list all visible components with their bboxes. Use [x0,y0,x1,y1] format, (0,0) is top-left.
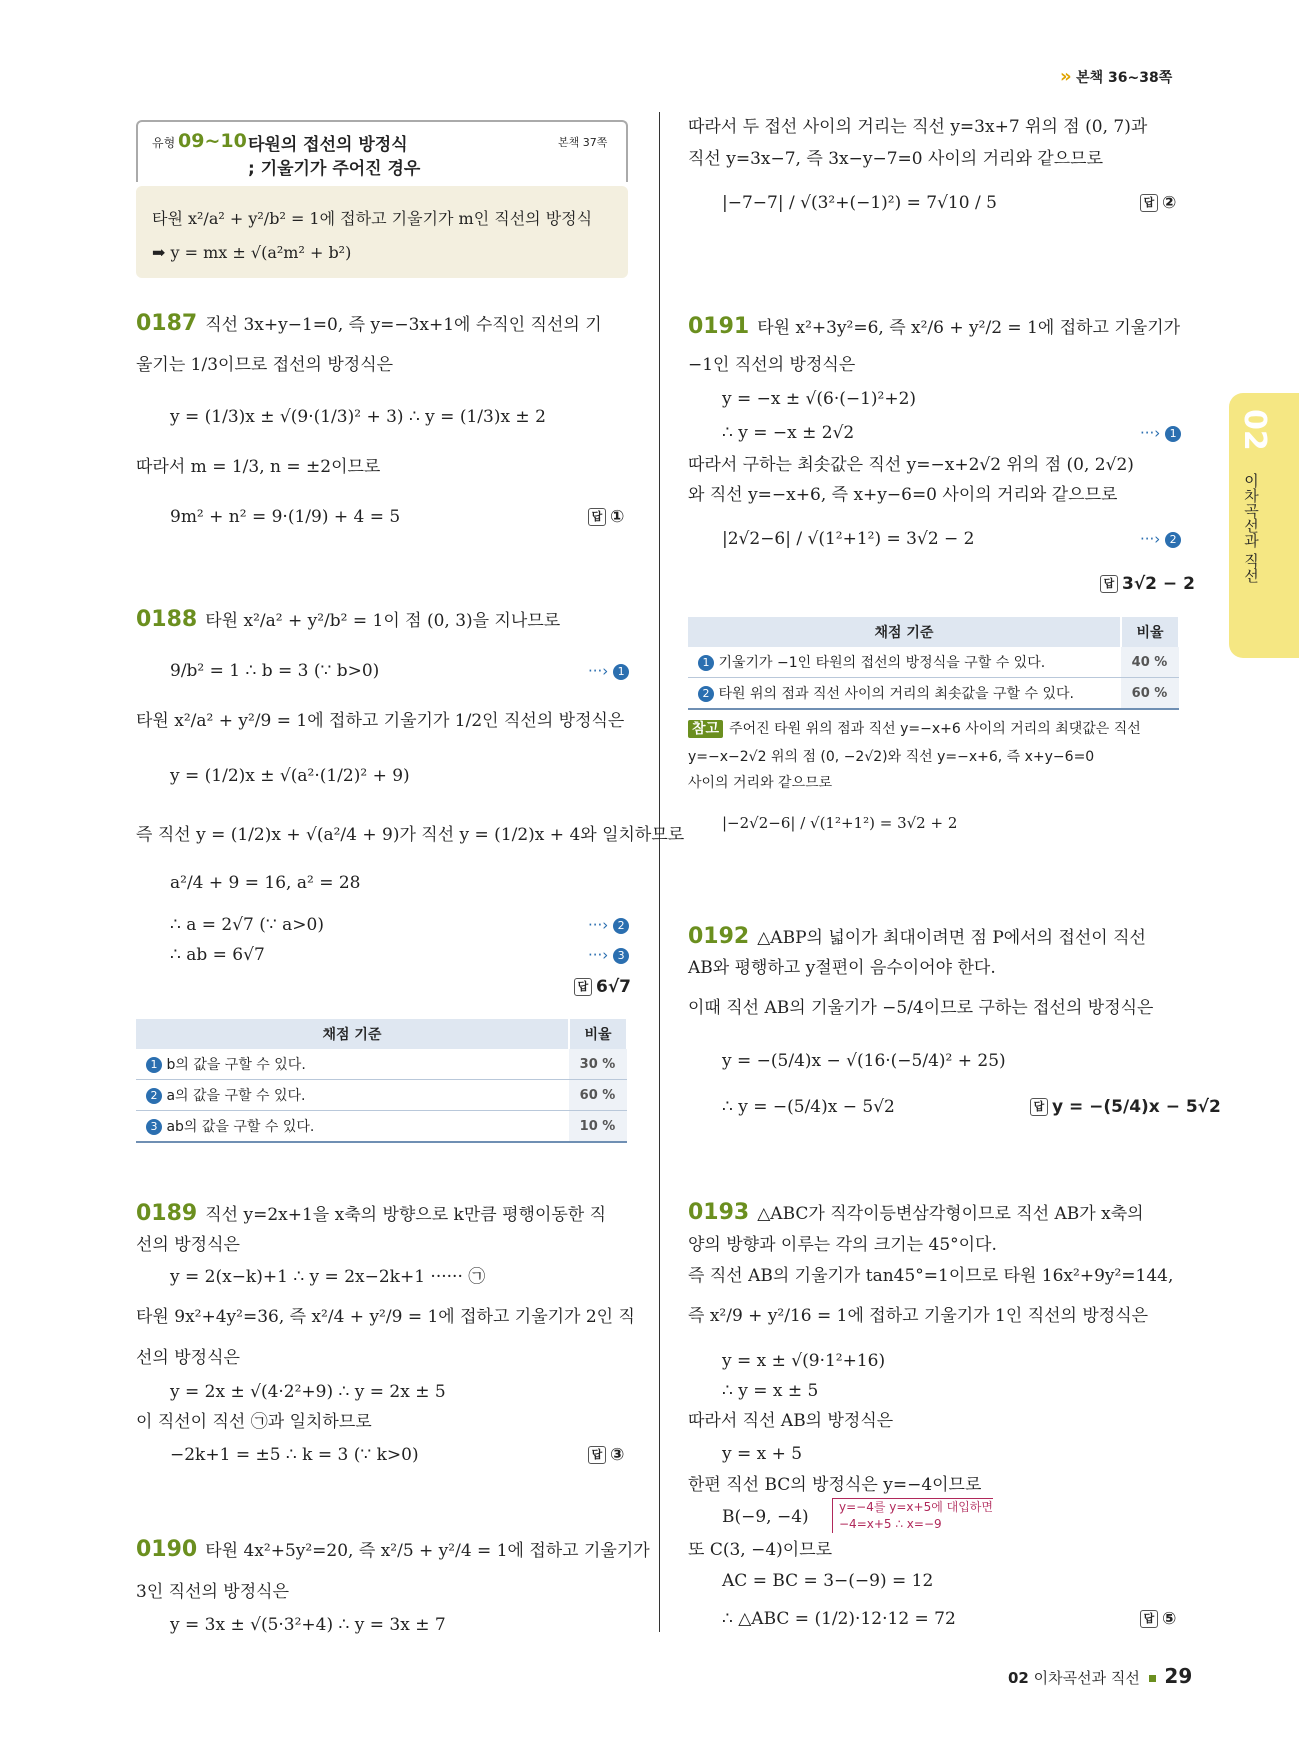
problem-0188-line1: 0188 타원 x²/a² + y²/b² = 1이 점 (0, 3)을 지나므로 [136,607,561,632]
topic-label: 유형 [152,136,176,150]
grading-ratio-header: 비율 [1121,617,1179,647]
problem-0187-line1: 0187 직선 3x+y−1=0, 즉 y=−3x+1에 수직인 직선의 기 [136,311,602,336]
grading-header: 채점 기준 [136,1019,569,1049]
problem-0190-cont-line1: 따라서 두 접선 사이의 거리는 직선 y=3x+7 위의 점 (0, 7)과 [688,117,1148,137]
problem-0191-line7: |2√2−6| / √(1²+1²) = 3√2 − 2 [722,529,975,549]
problem-0192-line4: y = −(5/4)x − √(16·(−5/4)² + 25) [722,1051,1006,1071]
problem-0192-line5: ∴ y = −(5/4)x − 5√2 [722,1097,895,1117]
problem-0187-line2: 울기는 1/3이므로 접선의 방정식은 [136,355,394,375]
grading-table-0188 [136,1019,628,1143]
problem-0193-line13: ∴ △ABC = (1/2)·12·12 = 72 [722,1609,956,1629]
problem-0193-line1: 0193 △ABC가 직각이등변삼각형이므로 직선 AB가 x축의 [688,1200,1144,1225]
answer-0187: 답 ① [588,506,624,528]
problem-0193-line11: 또 C(3, −4)이므로 [688,1540,833,1560]
topic-formula [136,186,628,278]
answer-0191: 답 3√2 − 2 [1100,573,1195,595]
problem-0189-line7: 이 직선이 직선 ㉠과 일치하므로 [136,1412,372,1432]
problem-0193-line6: ∴ y = x ± 5 [722,1381,819,1401]
problem-0193-line7: 따라서 직선 AB의 방정식은 [688,1411,894,1431]
answer-icon: 답 [1030,1098,1048,1116]
grading-ratio-header: 비율 [569,1019,627,1049]
problem-0187-line3: y = (1/3)x ± √(9·(1/3)² + 3) ∴ y = (1/3)x ± 2 [170,407,546,427]
grading-table-0191 [688,617,1180,710]
topic-page-ref: 본책 37쪽 [558,136,608,149]
note-line1: 참고 주어진 타원 위의 점과 직선 y=−x+6 사이의 거리의 최댓값은 직선 [688,718,1141,740]
answer-0189: 답 ③ [588,1444,624,1466]
topic-header [136,120,628,182]
answer-icon: 답 [1140,194,1158,212]
answer-0188: 답 6√7 [574,976,631,998]
problem-0187-line4: 따라서 m = 1/3, n = ±2이므로 [136,457,381,477]
topic-title-2: ; 기울기가 주어진 경우 [248,159,421,179]
topic-formula-1: 타원 x²/a² + y²/b² = 1에 접하고 기울기가 m인 직선의 방정식 [152,209,593,228]
problem-0190-cont-line3: |−7−7| / √(3²+(−1)²) = 7√10 / 5 [722,193,997,213]
problem-0188-line6: a²/4 + 9 = 16, a² = 28 [170,873,361,893]
side-annotation: y=−4를 y=x+5에 대입하면 −4=x+5 ∴ x=−9 [832,1498,993,1533]
problem-0187-line5: 9m² + n² = 9·(1/9) + 4 = 5 [170,507,401,527]
column-divider [659,112,660,1632]
problem-0192-line2: AB와 평행하고 y절편이 음수이어야 한다. [688,958,996,978]
table-row: 3 ab의 값을 구할 수 있다. 10 % [136,1111,627,1143]
footer-chapter: 이차곡선과 직선 [1033,1669,1140,1687]
problem-number: 0189 [136,1201,198,1226]
problem-number: 0187 [136,311,198,336]
problem-0193-line10: B(−9, −4) [722,1507,809,1527]
problem-0193-line12: AC = BC = 3−(−9) = 12 [722,1571,934,1591]
topic-formula-2: ➡ y = mx ± √(a²m² + b²) [152,243,352,262]
answer-0193: 답 ⑤ [1140,1608,1176,1630]
topic-range: 09~10 [178,130,247,152]
problem-0193-line9: 한편 직선 BC의 방정식은 y=−4이므로 [688,1475,982,1495]
problem-0189-line4: 타원 9x²+4y²=36, 즉 x²/4 + y²/9 = 1에 접하고 기울기가 2인 직 [136,1307,635,1327]
problem-number: 0190 [136,1537,198,1562]
problem-0191-line3: y = −x ± √(6·(−1)²+2) [722,389,917,409]
step-marker-1: ···› 1 [1140,422,1181,444]
problem-0193-line2: 양의 방향과 이루는 각의 크기는 45°이다. [688,1235,997,1255]
topic-box [136,120,628,280]
footer-square-icon [1149,1675,1156,1682]
grading-header: 채점 기준 [688,617,1121,647]
problem-0191-line4: ∴ y = −x ± 2√2 [722,423,855,443]
page-ref: 본책 36~38쪽 [1076,70,1173,86]
step-marker-1: ···› 1 [588,660,629,682]
problem-0191-line1: 0191 타원 x²+3y²=6, 즉 x²/6 + y²/2 = 1에 접하고 기울기가 [688,314,1181,339]
problem-0192-line3: 이때 직선 AB의 기울기가 −5/4이므로 구하는 접선의 방정식은 [688,998,1154,1018]
answer-0190: 답 ② [1140,192,1176,214]
answer-icon: 답 [1100,575,1118,593]
arrow-icon: » [1060,66,1072,87]
problem-0189-line3: y = 2(x−k)+1 ∴ y = 2x−2k+1 ······ ㉠ [170,1267,486,1287]
answer-icon: 답 [574,978,592,996]
problem-0190-line2: 3인 직선의 방정식은 [136,1582,289,1602]
problem-number: 0191 [688,314,750,339]
answer-icon: 답 [1140,1610,1158,1628]
note-line2: y=−x−2√2 위의 점 (0, −2√2)와 직선 y=−x+6, 즉 x+y−6=0 [688,749,1095,765]
problem-0188-line3: 타원 x²/a² + y²/9 = 1에 접하고 기울기가 1/2인 직선의 방정식은 [136,711,625,731]
problem-0189-line1: 0189 직선 y=2x+1을 x축의 방향으로 k만큼 평행이동한 직 [136,1201,607,1226]
problem-0189-line2: 선의 방정식은 [136,1235,240,1255]
problem-number: 0188 [136,607,198,632]
topic-title-1: 타원의 접선의 방정식 [248,135,408,155]
problem-0188-line5: 즉 직선 y = (1/2)x + √(a²/4 + 9)가 직선 y = (1/2)x + 4와 일치하므로 [136,825,685,845]
problem-0190-line3: y = 3x ± √(5·3²+4) ∴ y = 3x ± 7 [170,1615,446,1635]
table-row: 1 b의 값을 구할 수 있다. 30 % [136,1049,627,1080]
problem-0188-line4: y = (1/2)x ± √(a²·(1/2)² + 9) [170,766,410,786]
page-number: 29 [1164,1664,1193,1688]
problem-number: 0193 [688,1200,750,1225]
problem-0189-line5: 선의 방정식은 [136,1348,240,1368]
table-row: 1 기울기가 −1인 타원의 접선의 방정식을 구할 수 있다. 40 % [688,647,1179,678]
answer-icon: 답 [588,1446,606,1464]
note-tag: 참고 [688,720,723,738]
problem-0193-line3: 즉 직선 AB의 기울기가 tan45°=1이므로 타원 16x²+9y²=144, [688,1266,1174,1286]
problem-0190-cont-line2: 직선 y=3x−7, 즉 3x−y−7=0 사이의 거리와 같으므로 [688,149,1103,169]
problem-0191-line5: 따라서 구하는 최솟값은 직선 y=−x+2√2 위의 점 (0, 2√2) [688,455,1134,475]
chapter-side-tab [1229,393,1299,658]
side-tab-label: 이차곡선과 직선 [1242,473,1260,583]
footer-chapter-num: 02 [1008,1669,1029,1687]
problem-0192-line1: 0192 △ABP의 넓이가 최대이려면 점 P에서의 접선이 직선 [688,924,1146,949]
step-marker-3: ···› 3 [588,944,629,966]
page-header [1060,66,1172,87]
problem-0188-line2: 9/b² = 1 ∴ b = 3 (∵ b>0) [170,661,380,681]
problem-0193-line5: y = x ± √(9·1²+16) [722,1351,886,1371]
side-tab-number: 02 [1237,409,1272,451]
answer-icon: 답 [588,508,606,526]
note-line4: |−2√2−6| / √(1²+1²) = 3√2 + 2 [722,814,958,832]
problem-0190-line1: 0190 타원 4x²+5y²=20, 즉 x²/5 + y²/4 = 1에 접하고 기울기가 [136,1537,650,1562]
problem-0191-line2: −1인 직선의 방정식은 [688,355,856,375]
answer-0192: 답 y = −(5/4)x − 5√2 [1030,1096,1221,1118]
problem-0189-line8: −2k+1 = ±5 ∴ k = 3 (∵ k>0) [170,1445,419,1465]
problem-number: 0192 [688,924,750,949]
note-line3: 사이의 거리와 같으므로 [688,775,833,791]
problem-0189-line6: y = 2x ± √(4·2²+9) ∴ y = 2x ± 5 [170,1382,446,1402]
problem-0188-line7: ∴ a = 2√7 (∵ a>0) [170,915,324,935]
table-row: 2 a의 값을 구할 수 있다. 60 % [136,1080,627,1111]
problem-0188-line8: ∴ ab = 6√7 [170,945,265,965]
problem-0193-line4: 즉 x²/9 + y²/16 = 1에 접하고 기울기가 1인 직선의 방정식은 [688,1306,1149,1326]
problem-0191-line6: 와 직선 y=−x+6, 즉 x+y−6=0 사이의 거리와 같으므로 [688,485,1118,505]
step-marker-2: ···› 2 [1140,528,1181,550]
page-footer [1008,1664,1192,1688]
step-marker-2: ···› 2 [588,914,629,936]
problem-0193-line8: y = x + 5 [722,1444,803,1464]
table-row: 2 타원 위의 점과 직선 사이의 거리의 최솟값을 구할 수 있다. 60 % [688,678,1179,710]
